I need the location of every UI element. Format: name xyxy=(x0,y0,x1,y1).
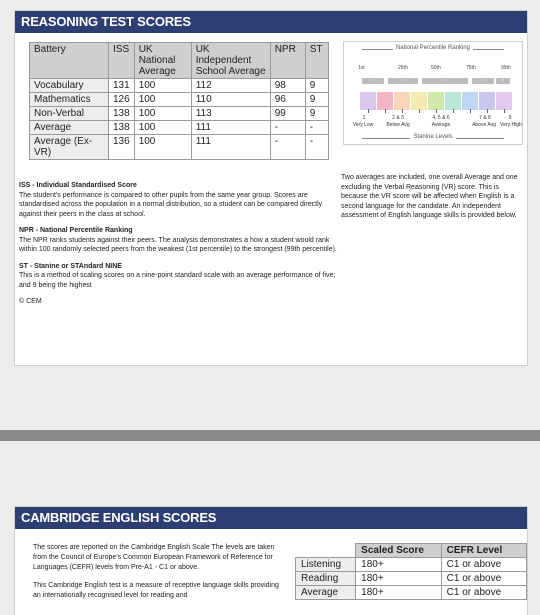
header-uk-national-average: UK National Average xyxy=(134,43,191,79)
st-heading: ST - Stanine or STAndard NINE xyxy=(19,262,122,270)
cell-skill: Listening xyxy=(296,558,356,572)
stanine-tick xyxy=(402,109,403,113)
stanine-number: 7 & 8 xyxy=(479,115,491,121)
stanine-swatch xyxy=(411,92,427,110)
score-notes xyxy=(19,181,337,314)
stanine-tick xyxy=(453,109,454,113)
stanine-tick xyxy=(385,109,386,113)
cell-st: - xyxy=(305,135,328,160)
header-scaled-score: Scaled Score xyxy=(356,544,441,558)
cell-independent: 110 xyxy=(191,93,270,107)
header-battery: Battery xyxy=(30,43,109,79)
cambridge-scores-table xyxy=(295,543,527,600)
cell-scaled-score: 180+ xyxy=(356,572,441,586)
table-row xyxy=(30,107,329,121)
iss-note xyxy=(19,181,337,219)
stanine-tick xyxy=(368,109,369,113)
table-row xyxy=(30,121,329,135)
cell-iss: 138 xyxy=(109,121,135,135)
stanine-swatch xyxy=(428,92,444,110)
cell-cefr-level: C1 or above xyxy=(441,558,526,572)
stanine-swatch xyxy=(496,92,512,110)
npr-heading: NPR - National Percentile Ranking xyxy=(19,227,133,234)
cell-battery: Average (Ex-VR) xyxy=(30,135,109,160)
cell-national: 100 xyxy=(134,93,191,107)
npr-stanine-chart xyxy=(343,41,523,145)
cell-st: 9 xyxy=(305,93,328,107)
st-note xyxy=(19,262,337,291)
header-cefr-level: CEFR Level xyxy=(441,544,526,558)
cell-npr: 99 xyxy=(270,107,305,121)
cell-battery: Average xyxy=(30,121,109,135)
header-st: ST xyxy=(305,43,328,79)
cell-iss: 126 xyxy=(109,93,135,107)
stanine-swatch xyxy=(445,92,461,110)
cell-st: 9 xyxy=(305,79,328,93)
cell-independent: 112 xyxy=(191,79,270,93)
cell-battery: Mathematics xyxy=(30,93,109,107)
reasoning-scores-table xyxy=(29,42,329,160)
cell-national: 100 xyxy=(134,107,191,121)
cell-st: 9 xyxy=(305,107,328,121)
percentile-label: 1st xyxy=(358,65,365,71)
table-row xyxy=(30,135,329,160)
cell-npr: 98 xyxy=(270,79,305,93)
header-iss: ISS xyxy=(109,43,135,79)
iss-heading: ISS - Individual Standardised Score xyxy=(19,182,137,189)
cell-independent: 113 xyxy=(191,107,270,121)
cambridge-description xyxy=(33,543,283,609)
percentile-band: 4 xyxy=(472,78,494,84)
stanine-tick xyxy=(487,109,488,113)
stanine-tick xyxy=(436,109,437,113)
percentile-band: 1 xyxy=(362,78,384,84)
stanine-swatch xyxy=(377,92,393,110)
table-header-row xyxy=(296,544,527,558)
cell-battery: Non-Verbal xyxy=(30,107,109,121)
table-row xyxy=(296,558,527,572)
cell-independent: 111 xyxy=(191,121,270,135)
reasoning-title: REASONING TEST SCORES xyxy=(15,11,527,33)
stanine-number: 2 & 3 xyxy=(392,115,404,121)
stanine-number: 9 xyxy=(508,115,512,121)
cell-skill: Reading xyxy=(296,572,356,586)
cell-independent: 111 xyxy=(191,135,270,160)
npr-text: The NPR ranks students against their peers. The analysis demonstrates a how a student would rank within 100 randomly selected peers from the weakest (1st percentile) to the strongest (99th percentile). xyxy=(19,236,337,253)
stanine-number: 1 xyxy=(362,115,366,121)
percentile-band: 2 xyxy=(388,78,418,84)
copyright: © CEM xyxy=(19,298,42,305)
header-blank xyxy=(296,544,356,558)
npr-note xyxy=(19,226,337,255)
cell-iss: 131 xyxy=(109,79,135,93)
cell-npr: - xyxy=(270,121,305,135)
npr-chart-title: National Percentile Ranking xyxy=(393,45,473,51)
header-uk-independent-average: UK Independent School Average xyxy=(191,43,270,79)
cell-national: 100 xyxy=(134,135,191,160)
percentile-label: 50th xyxy=(431,65,441,71)
cell-cefr-level: C1 or above xyxy=(441,586,526,600)
percentile-band: 5 xyxy=(496,78,510,84)
cell-iss: 138 xyxy=(109,107,135,121)
cambridge-title: CAMBRIDGE ENGLISH SCORES xyxy=(15,507,527,529)
st-text: This is a method of scaling scores on a nine-point standard scale with an average performance of five; and 9 being the highest xyxy=(19,272,336,289)
header-npr: NPR xyxy=(270,43,305,79)
table-row xyxy=(296,586,527,600)
page-divider xyxy=(0,430,540,441)
cambridge-text-2: This Cambridge English test is a measure of receptive language skills providing an internationally recognised level for reading and xyxy=(33,582,279,599)
table-row xyxy=(30,93,329,107)
percentile-band: 3 xyxy=(422,78,468,84)
cell-cefr-level: C1 or above xyxy=(441,572,526,586)
stanine-label: Very Low xyxy=(352,122,374,128)
stanine-number: 4, 5 & 6 xyxy=(432,115,450,121)
percentile-label: 25th xyxy=(398,65,408,71)
stanine-swatch xyxy=(360,92,376,110)
stanine-swatch xyxy=(462,92,478,110)
stanine-label: Below Avg xyxy=(386,122,410,128)
stanine-label: Very High xyxy=(500,122,522,128)
table-header-row xyxy=(30,43,329,79)
cell-st: - xyxy=(305,121,328,135)
cell-national: 100 xyxy=(134,121,191,135)
cell-npr: 96 xyxy=(270,93,305,107)
iss-text: The student's performance is compared to other pupils from the same year group. Scores are standardised across the population in a normal distribution, so a student can be compared directly against their peers in the class at school. xyxy=(19,191,323,218)
percentile-label: 99th xyxy=(501,65,511,71)
averages-note: Two averages are included, one overall Average and one excluding the Verbal Reasoning (VR) score. This is because the VR score will be affected when English is a second language for the candidate. An independent assessment of English language skills is provided below. xyxy=(341,174,518,219)
cell-scaled-score: 180+ xyxy=(356,558,441,572)
stanine-swatch xyxy=(394,92,410,110)
cell-iss: 136 xyxy=(109,135,135,160)
cell-scaled-score: 180+ xyxy=(356,586,441,600)
cell-national: 100 xyxy=(134,79,191,93)
stanine-label: Average xyxy=(431,122,451,128)
cell-battery: Vocabulary xyxy=(30,79,109,93)
cambridge-page xyxy=(14,506,528,615)
percentile-label: 75th xyxy=(466,65,476,71)
stanine-label: Above Avg xyxy=(472,122,496,128)
cell-npr: - xyxy=(270,135,305,160)
table-row xyxy=(30,79,329,93)
stanine-tick xyxy=(419,109,420,113)
cell-skill: Average xyxy=(296,586,356,600)
stanine-swatch xyxy=(479,92,495,110)
cambridge-text-1: The scores are reported on the Cambridge English Scale The levels are taken from the Council of Europe's Common European Framework of Reference for Languages (CEFR) levels from Pre-A1 - C1 or above. xyxy=(33,544,275,571)
stanine-tick xyxy=(504,109,505,113)
reasoning-page xyxy=(14,10,528,366)
stanine-caption: Stanine Levels xyxy=(410,134,455,140)
stanine-tick xyxy=(470,109,471,113)
table-row xyxy=(296,572,527,586)
